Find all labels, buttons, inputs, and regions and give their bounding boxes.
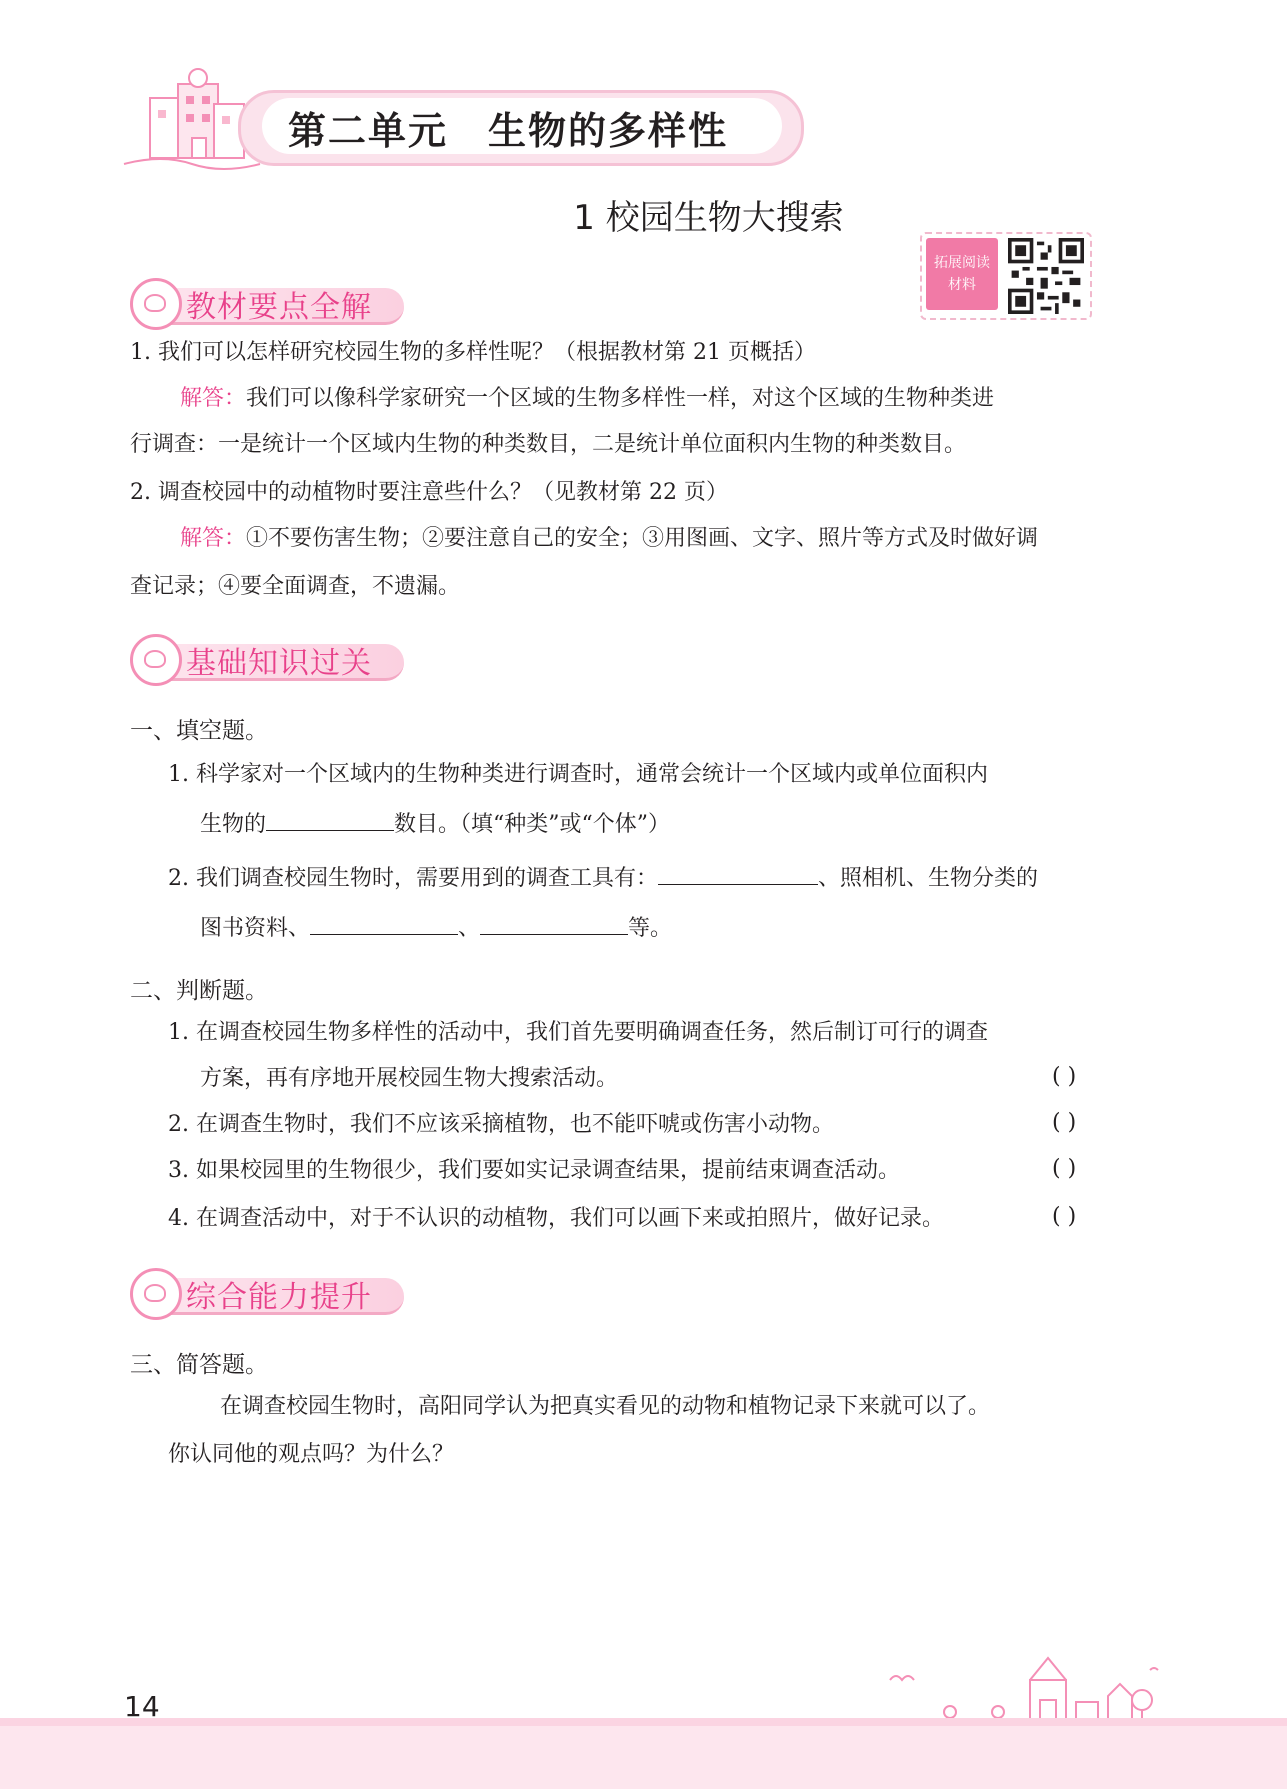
qr-label[interactable] <box>926 238 998 310</box>
lesson-title: 1 校园生物大搜索 <box>573 198 844 238</box>
judge-q1-line1: 1. 在调查校园生物多样性的活动中，我们首先要明确调查任务，然后制订可行的调查 <box>168 1020 988 1045</box>
fill-q1-blank[interactable] <box>266 808 394 831</box>
fill-heading: 一、填空题。 <box>130 718 268 744</box>
key-answer-2-line1 <box>180 524 1038 554</box>
judge-q1-answer-box[interactable]: ( ) <box>1052 1064 1077 1089</box>
judge-heading: 二、判断题。 <box>130 978 268 1004</box>
key-question-2: 2. 调查校园中的动植物时要注意些什么？（见教材第 22 页） <box>130 480 728 505</box>
section-title: 教材要点全解 <box>186 290 372 325</box>
fill-q2-post: 、照相机、生物分类的 <box>818 866 1039 891</box>
fill-q2-pre: 2. 我们调查校园生物时，需要用到的调查工具有： <box>168 866 658 891</box>
judge-q2-answer-box[interactable]: ( ) <box>1052 1110 1077 1135</box>
qr-label-line2: 材料 <box>948 277 976 293</box>
fill-q2-l2-pre: 图书资料、 <box>200 916 311 941</box>
qr-label-line1: 拓展阅读 <box>934 255 990 271</box>
answer-label: 解答： <box>180 386 247 411</box>
section-header-key-points <box>130 276 410 326</box>
key-answer-2-line2: 查记录；④要全面调查，不遗漏。 <box>130 574 461 599</box>
fill-q1-post: 数目。（填“种类”或“个体”） <box>394 812 671 837</box>
judge-q1-line2: 方案，再有序地开展校园生物大搜索活动。 <box>200 1066 619 1091</box>
fill-q2-line1 <box>168 862 1038 894</box>
answer-text: 我们可以像科学家研究一个区域的生物多样性一样，对这个区域的生物种类进 <box>246 386 995 411</box>
short-heading: 三、简答题。 <box>130 1352 268 1378</box>
fill-q2-l2-post: 等。 <box>628 916 673 941</box>
section-header-advanced <box>130 1266 410 1316</box>
page-number: 14 <box>124 1690 160 1723</box>
owl-icon <box>130 1268 182 1320</box>
fill-q2-l2-mid: 、 <box>458 916 481 941</box>
fill-q1-line2 <box>200 808 670 840</box>
footer-stripe <box>0 1718 1287 1726</box>
fill-q1-line1: 1. 科学家对一个区域内的生物种类进行调查时，通常会统计一个区域内或单位面积内 <box>168 762 988 787</box>
book-icon <box>130 278 182 330</box>
castle-illustration <box>880 1650 1170 1722</box>
fill-q2-blank-2[interactable] <box>310 912 458 935</box>
unit-title: 第二单元 生物的多样性 <box>288 109 729 153</box>
section-title: 基础知识过关 <box>186 646 372 681</box>
globe-icon <box>130 634 182 686</box>
fill-q2-blank-3[interactable] <box>480 912 628 935</box>
footer-band <box>0 1726 1287 1789</box>
key-question-1: 1. 我们可以怎样研究校园生物的多样性呢？（根据教材第 21 页概括） <box>130 340 816 365</box>
judge-q4-answer-box[interactable]: ( ) <box>1052 1204 1077 1229</box>
fill-q1-pre: 生物的 <box>200 812 267 837</box>
key-answer-1-line2: 行调查：一是统计一个区域内生物的种类数目，二是统计单位面积内生物的种类数目。 <box>130 432 967 457</box>
key-answer-1-line1 <box>180 384 994 414</box>
judge-q3-answer-box[interactable]: ( ) <box>1052 1156 1077 1181</box>
judge-q2: 2. 在调查生物时，我们不应该采摘植物，也不能吓唬或伤害小动物。 <box>168 1112 834 1137</box>
short-question-line2: 你认同他的观点吗？为什么？ <box>168 1442 455 1467</box>
answer-label: 解答： <box>180 526 247 551</box>
section-title: 综合能力提升 <box>186 1280 372 1315</box>
fill-q2-blank-1[interactable] <box>658 862 818 885</box>
qr-code-icon[interactable] <box>1008 238 1084 314</box>
short-question-line1: 在调查校园生物时，高阳同学认为把真实看见的动物和植物记录下来就可以了。 <box>220 1394 991 1419</box>
judge-q3: 3. 如果校园里的生物很少，我们要如实记录调查结果，提前结束调查活动。 <box>168 1158 900 1183</box>
answer-text: ①不要伤害生物；②要注意自己的安全；③用图画、文字、照片等方式及时做好调 <box>246 526 1039 551</box>
section-header-basics <box>130 632 410 682</box>
fill-q2-line2 <box>200 912 672 944</box>
judge-q4: 4. 在调查活动中，对于不认识的动植物，我们可以画下来或拍照片，做好记录。 <box>168 1206 944 1231</box>
